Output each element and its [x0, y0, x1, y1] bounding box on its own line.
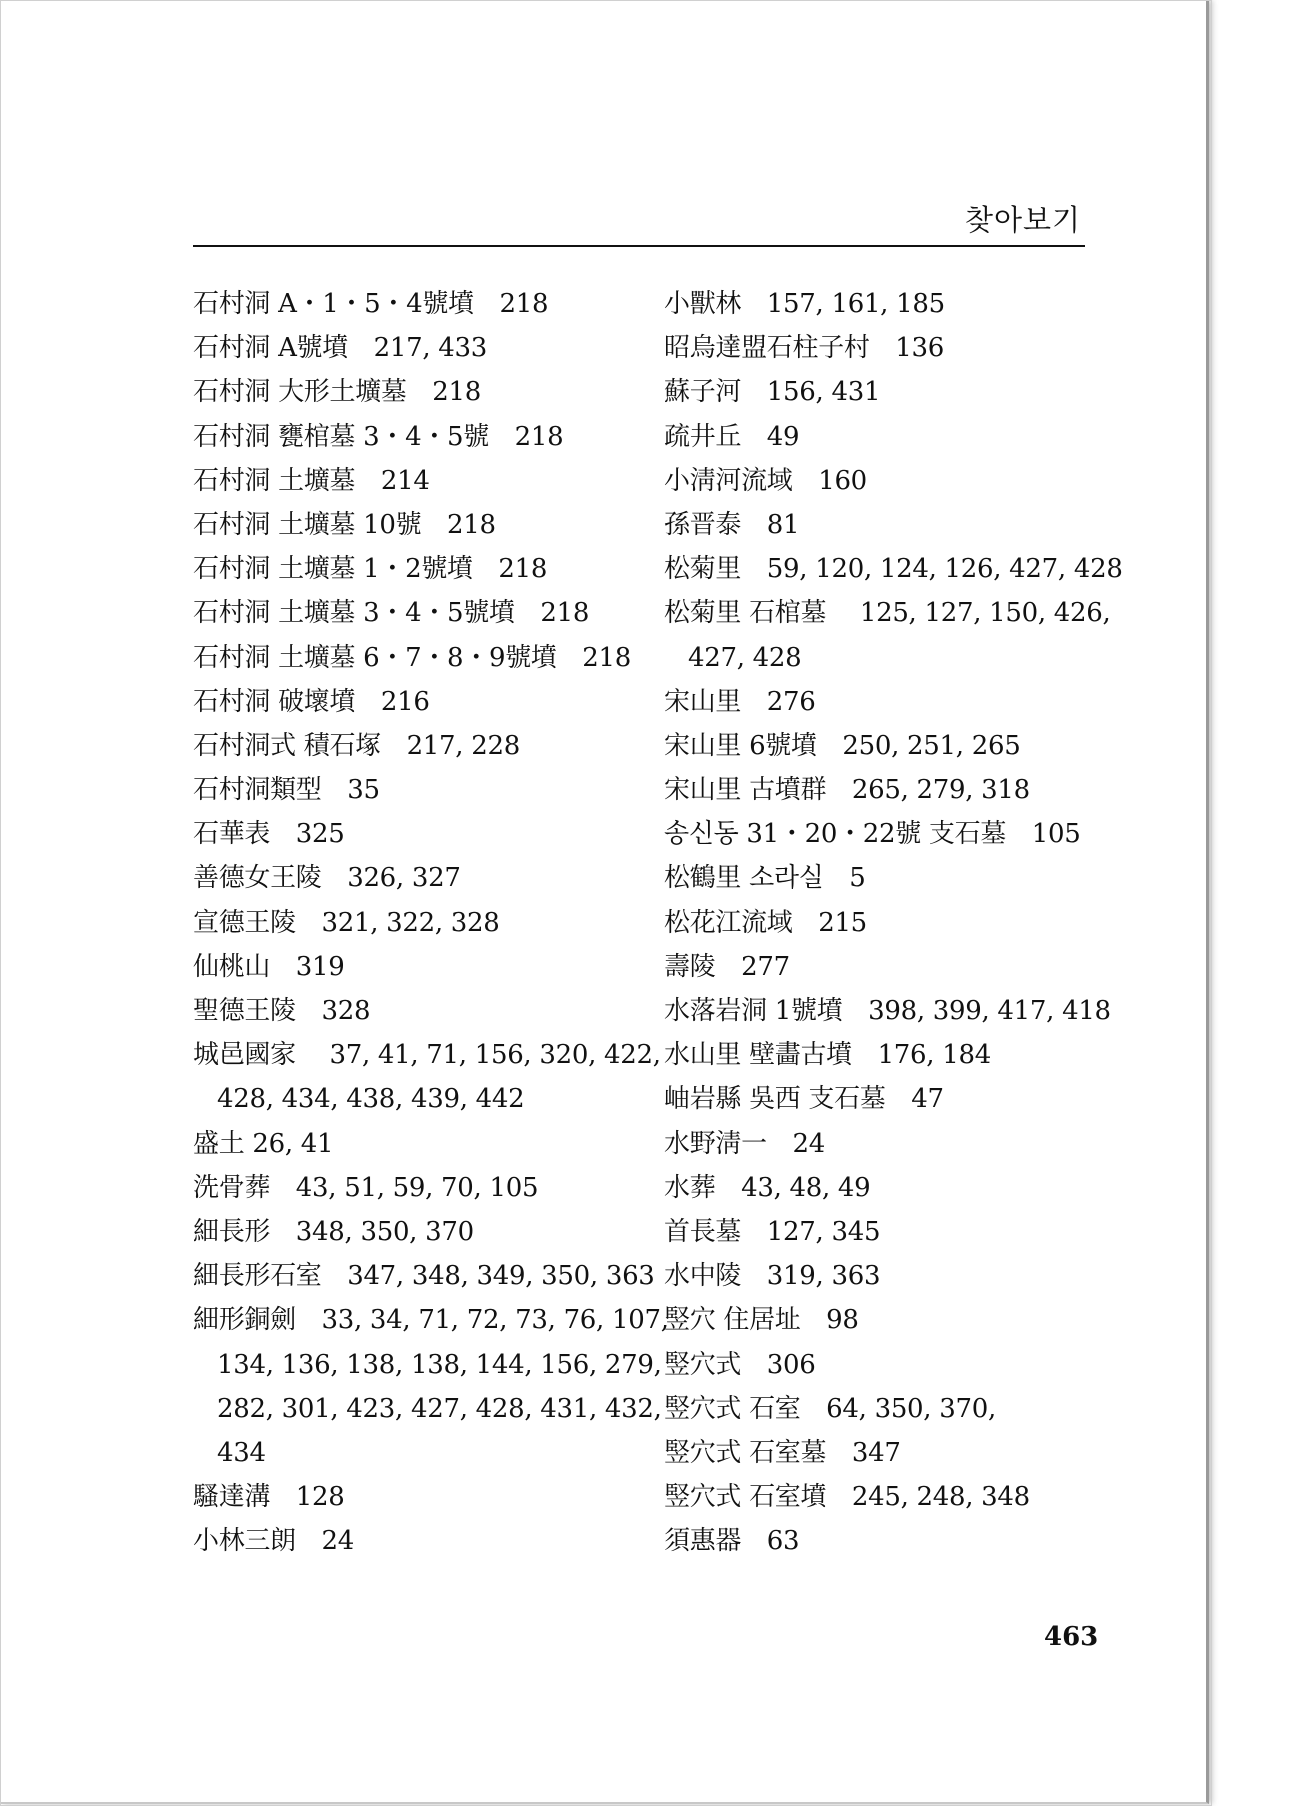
- index-entry: 水山里 壁畵古墳 176, 184: [664, 1040, 991, 1071]
- index-entry: 石村洞 A號墳 217, 433: [193, 333, 488, 364]
- index-entry: 宋山里 276: [664, 686, 816, 717]
- index-entry: 水中陵 319, 363: [664, 1261, 881, 1292]
- index-entry: 石村洞 土壙墓 6・7・8・9號墳 218: [193, 642, 632, 673]
- index-entry: 竪穴式 石室墓 347: [664, 1437, 901, 1468]
- index-entry: 岫岩縣 吳西 支石墓 47: [664, 1084, 944, 1115]
- index-entry: 石村洞 土壙墓 3・4・5號墳 218: [193, 598, 590, 629]
- index-entry: 孫晋泰 81: [664, 509, 800, 540]
- index-entry: 小獸林 157, 161, 185: [664, 289, 945, 319]
- index-entry: 石村洞 A・1・5・4號墳 218: [193, 289, 549, 319]
- index-entry: 竪穴 住居址 98: [664, 1305, 859, 1336]
- index-entry: 洗骨葬 43, 51, 59, 70, 105: [193, 1172, 539, 1203]
- index-entry-continuation: 427, 428: [688, 642, 802, 673]
- index-entry: 松菊里 石棺墓 125, 127, 150, 426,: [664, 598, 1111, 629]
- index-entry: 松花江流域 215: [664, 907, 867, 938]
- index-entry: 石村洞 土壙墓 1・2號墳 218: [193, 554, 548, 585]
- index-entry: 蘇子河 156, 431: [664, 377, 881, 408]
- index-entry: 仙桃山 319: [193, 951, 345, 982]
- index-entry-continuation: 282, 301, 423, 427, 428, 431, 432,: [217, 1393, 662, 1424]
- index-entry: 宋山里 6號墳 250, 251, 265: [664, 730, 1021, 761]
- index-entry: 騷達溝 128: [193, 1482, 345, 1513]
- header-title: 찾아보기: [964, 203, 1081, 237]
- index-entry: 疏井丘 49: [664, 421, 800, 452]
- index-entry: 石村洞式 積石塚 217, 228: [193, 730, 520, 761]
- index-entry: 松菊里 59, 120, 124, 126, 427, 428: [664, 554, 1123, 585]
- index-column-right: [664, 282, 1123, 1563]
- index-entry: 小林三朗 24: [193, 1526, 354, 1557]
- index-entry: 石村洞 土壙墓 10號 218: [193, 509, 496, 540]
- index-entry: 小淸河流域 160: [664, 465, 867, 496]
- index-entry: 壽陵 277: [664, 951, 790, 982]
- index-entry: 竪穴式 306: [664, 1349, 816, 1380]
- index-entry: 石村洞 土壙墓 214: [193, 465, 430, 496]
- page-number: 463: [1044, 1622, 1099, 1652]
- index-entry: 宋山里 古墳群 265, 279, 318: [664, 775, 1030, 806]
- index-entry: 聖德王陵 328: [193, 996, 371, 1026]
- index-entry: 水落岩洞 1號墳 398, 399, 417, 418: [664, 996, 1111, 1026]
- index-entry: 細形銅劍 33, 34, 71, 72, 73, 76, 107,: [193, 1305, 669, 1336]
- index-entry: 須惠器 63: [664, 1526, 800, 1557]
- index-entry: 盛土 26, 41: [193, 1128, 334, 1159]
- index-entry: 石村洞 大形土壙墓 218: [193, 377, 481, 408]
- index-entry: 宣德王陵 321, 322, 328: [193, 907, 500, 938]
- index-entry-continuation: 134, 136, 138, 138, 144, 156, 279,: [217, 1349, 662, 1380]
- index-entry-continuation: 434: [217, 1437, 266, 1468]
- index-entry: 水野淸一 24: [664, 1128, 825, 1159]
- index-entry: 竪穴式 石室 64, 350, 370,: [664, 1393, 996, 1424]
- index-entry: 石村洞類型 35: [193, 775, 380, 806]
- index-column-left: [193, 282, 669, 1563]
- index-entry: 細長形石室 347, 348, 349, 350, 363: [193, 1261, 655, 1292]
- index-entry: 石村洞 甕棺墓 3・4・5號 218: [193, 421, 564, 452]
- running-header: [193, 195, 1085, 247]
- index-entry: 細長形 348, 350, 370: [193, 1216, 474, 1247]
- index-entry: 송신동 31・20・22號 支石墓 105: [664, 819, 1081, 850]
- index-entry: 城邑國家 37, 41, 71, 156, 320, 422,: [193, 1040, 661, 1071]
- index-entry: 善德女王陵 326, 327: [193, 863, 461, 894]
- index-entry: 昭烏達盟石柱子村 136: [664, 333, 945, 364]
- index-entry: 首長墓 127, 345: [664, 1216, 881, 1247]
- index-entry: 石村洞 破壞墳 216: [193, 686, 430, 717]
- index-entry: 石華表 325: [193, 819, 345, 850]
- index-entry: 竪穴式 石室墳 245, 248, 348: [664, 1482, 1030, 1513]
- index-entry-continuation: 428, 434, 438, 439, 442: [217, 1084, 525, 1115]
- index-entry: 水葬 43, 48, 49: [664, 1172, 871, 1203]
- header-rule: [193, 245, 1085, 247]
- index-entry: 松鶴里 소라실 5: [664, 863, 866, 894]
